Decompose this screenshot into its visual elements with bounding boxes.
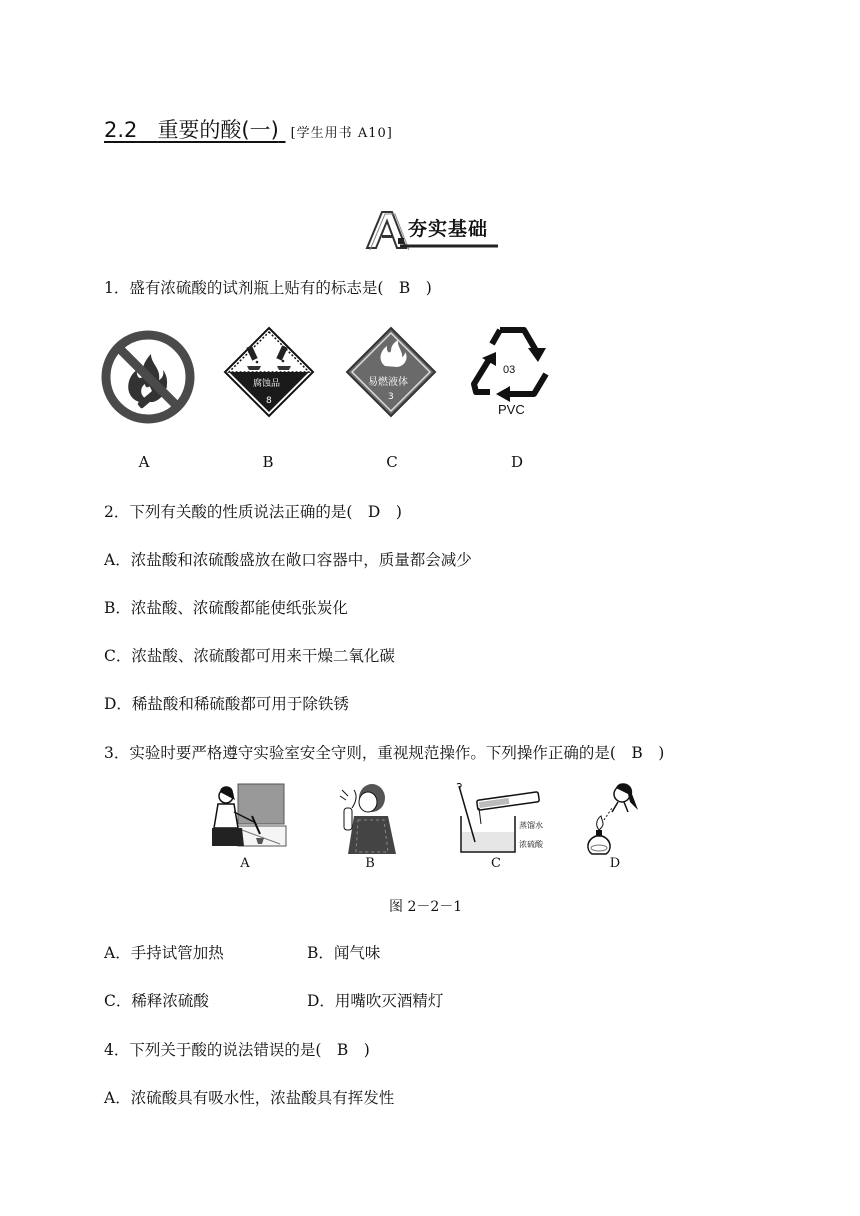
question-2-option-a: A．浓盐酸和浓硫酸盛放在敞口容器中，质量都会减少 [104, 551, 472, 569]
figure-label-d: D [609, 856, 621, 871]
sign-label-b: B [262, 453, 274, 471]
question-2-option-d: D．稀盐酸和稀硫酸都可用于除铁锈 [104, 695, 349, 713]
sign-label-a: A [138, 453, 150, 471]
sign-label-c: C [386, 453, 398, 471]
smelling-illustration [332, 782, 406, 854]
book-reference: [学生用书 A10] [290, 126, 393, 141]
question-1-stem: 1．盛有浓硫酸的试剂瓶上贴有的标志是( B ) [104, 279, 432, 297]
recycle-icon [466, 322, 558, 402]
question-2-stem: 2．下列有关酸的性质说法正确的是( D ) [104, 503, 402, 521]
heading-spacer [137, 118, 157, 142]
figure-c-acid-label: 浓硫酸 [519, 840, 543, 849]
no-fire-icon [101, 330, 195, 424]
section-banner [362, 208, 502, 252]
heading-spacer-2 [279, 118, 286, 142]
banner-label: 夯实基础 [408, 218, 489, 240]
figure-label-c: C [491, 856, 501, 871]
sign-d [466, 322, 558, 417]
figure-label-b: B [365, 856, 375, 871]
figure-b [332, 782, 406, 858]
sign-c [345, 326, 437, 422]
question-2-option-c: C．浓盐酸、浓硫酸都可用来干燥二氧化碳 [104, 647, 395, 665]
question-3-option-d: D．用嘴吹灭酒精灯 [307, 992, 444, 1010]
section-number: 2.2 [104, 118, 138, 142]
sign-d-code: 03 [503, 364, 516, 376]
question-3-option-c: C．稀释浓硫酸 [104, 992, 209, 1010]
sign-b-number: 8 [266, 396, 272, 406]
sign-c-number: 3 [388, 392, 394, 402]
blowing-lamp-illustration [582, 780, 646, 856]
question-3-stem: 3．实验时要严格遵守实验室安全守则，重视规范操作。下列操作正确的是( B ) [104, 744, 665, 762]
question-3-option-b: B．闻气味 [307, 944, 381, 962]
sign-label-d: D [510, 453, 524, 471]
figure-label-a: A [240, 856, 250, 871]
question-4-option-a: A．浓硫酸具有吸水性，浓盐酸具有挥发性 [104, 1089, 395, 1107]
sign-d-text: PVC [498, 402, 525, 417]
section-heading [104, 114, 393, 144]
sign-a [101, 330, 195, 428]
question-4-stem: 4．下列关于酸的说法错误的是( B ) [104, 1041, 370, 1059]
question-2-option-b: B．浓盐酸、浓硫酸都能使纸张炭化 [104, 599, 348, 617]
figure-c [453, 782, 553, 860]
section-title: 重要的酸(一) [157, 118, 279, 142]
figure-caption: 图 2－2－1 [389, 899, 463, 915]
figure-a [208, 782, 288, 858]
figure-c-water-label: 蒸馏水 [519, 821, 543, 830]
question-3-option-a: A．手持试管加热 [104, 944, 224, 962]
sign-c-text: 易燃液体 [368, 377, 408, 388]
flammable-icon [345, 326, 437, 418]
figure-d [582, 780, 646, 860]
hand-heating-illustration [208, 782, 288, 854]
sign-b-text: 腐蚀品 [253, 379, 281, 389]
sign-b [223, 326, 315, 422]
